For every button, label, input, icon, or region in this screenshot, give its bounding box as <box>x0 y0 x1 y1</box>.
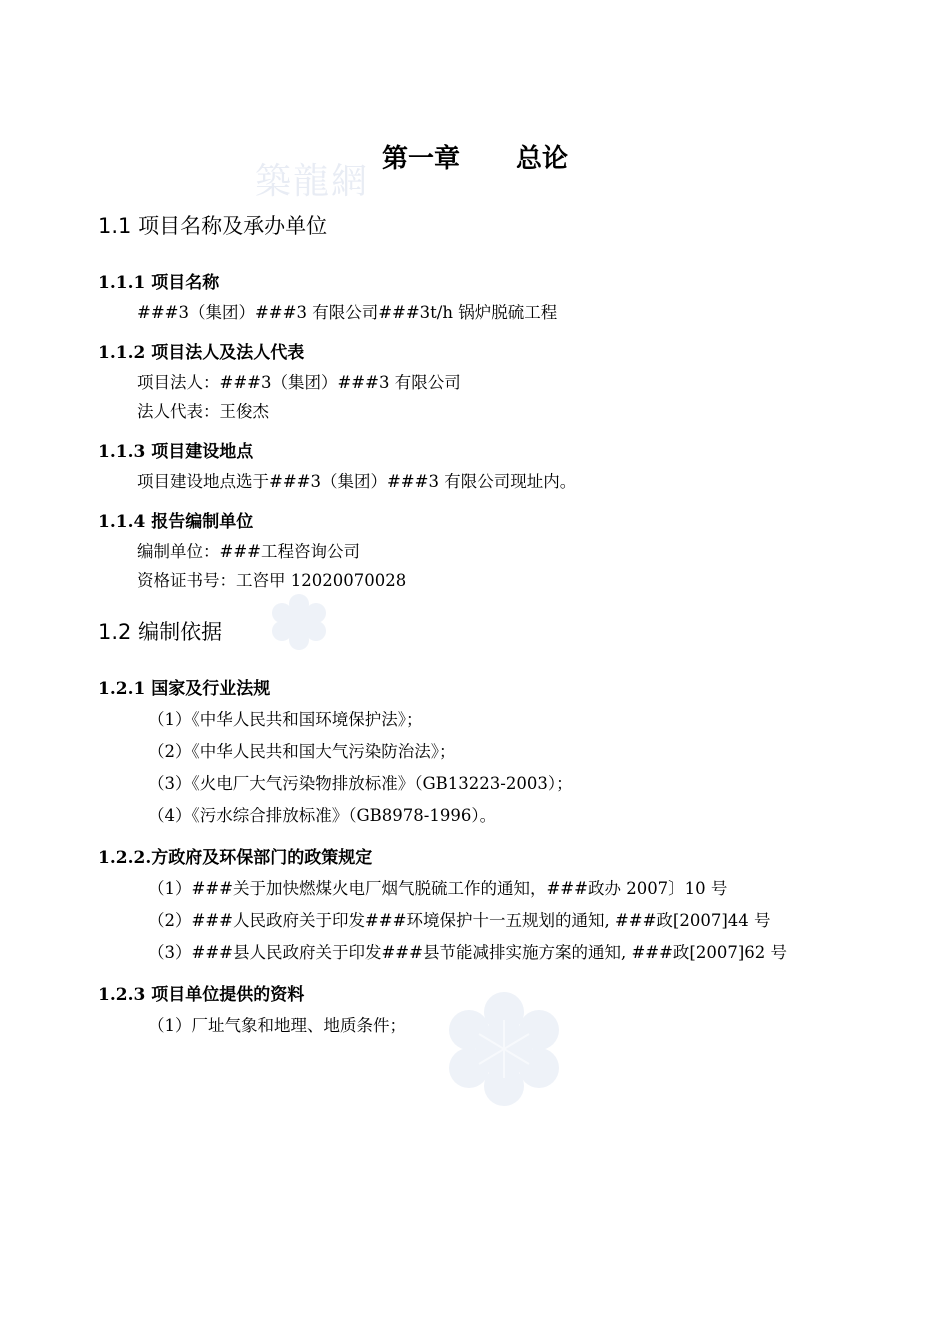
section-heading-1-2: 1.2 编制依据 <box>98 620 223 644</box>
list-item: （2）《中华人民共和国大气污染防治法》； <box>148 742 456 761</box>
construction-site-text: 项目建设地点选于###3（集团）###3 有限公司现址内。 <box>137 472 577 491</box>
chapter-title <box>0 138 950 175</box>
list-item: （1）《中华人民共和国环境保护法》； <box>148 710 423 729</box>
qualification-certificate-text: 资格证书号：工咨甲 12020070028 <box>137 571 407 590</box>
chapter-number: 第一章 <box>381 144 460 174</box>
section-heading-1-1: 1.1 项目名称及承办单位 <box>98 214 328 238</box>
list-item: （3）《火电厂大气污染物排放标准》（GB13223-2003）； <box>148 774 573 793</box>
watermark-text: 築龍網 <box>255 161 370 202</box>
legal-representative-text: 法人代表：王俊杰 <box>137 402 269 421</box>
compiling-unit-text: 编制单位：###工程咨询公司 <box>137 542 360 561</box>
legal-entity-text: 项目法人：###3（集团）###3 有限公司 <box>137 373 461 392</box>
project-name-text: ###3（集团）###3 有限公司###3t/h 锅炉脱硫工程 <box>137 303 558 322</box>
subsection-heading-1-2-2: 1.2.2.方政府及环保部门的政策规定 <box>98 848 373 868</box>
watermark-flower-large-icon <box>445 990 563 1108</box>
chapter-name: 总论 <box>516 144 569 174</box>
subsection-heading-1-2-1: 1.2.1 国家及行业法规 <box>98 679 271 699</box>
list-item: （4）《污水综合排放标准》（GB8978-1996）。 <box>148 806 497 825</box>
list-item: （1）###关于加快燃煤火电厂烟气脱硫工作的通知，###政办 2007〕10 号 <box>148 879 728 898</box>
subsection-heading-1-2-3: 1.2.3 项目单位提供的资料 <box>98 985 305 1005</box>
list-item: （1）厂址气象和地理、地质条件； <box>148 1016 406 1035</box>
subsection-heading-1-1-4: 1.1.4 报告编制单位 <box>98 512 254 532</box>
subsection-heading-1-1-1: 1.1.1 项目名称 <box>98 273 220 293</box>
subsection-heading-1-1-3: 1.1.3 项目建设地点 <box>98 442 254 462</box>
watermark-flower-small-icon <box>266 592 332 652</box>
list-item: （2）###人民政府关于印发###环境保护十一五规划的通知, ###政[2007]44 号 <box>148 911 771 930</box>
list-item: （3）###县人民政府关于印发###县节能减排实施方案的通知, ###政[2007]62 号 <box>148 943 788 962</box>
subsection-heading-1-1-2: 1.1.2 项目法人及法人代表 <box>98 343 305 363</box>
